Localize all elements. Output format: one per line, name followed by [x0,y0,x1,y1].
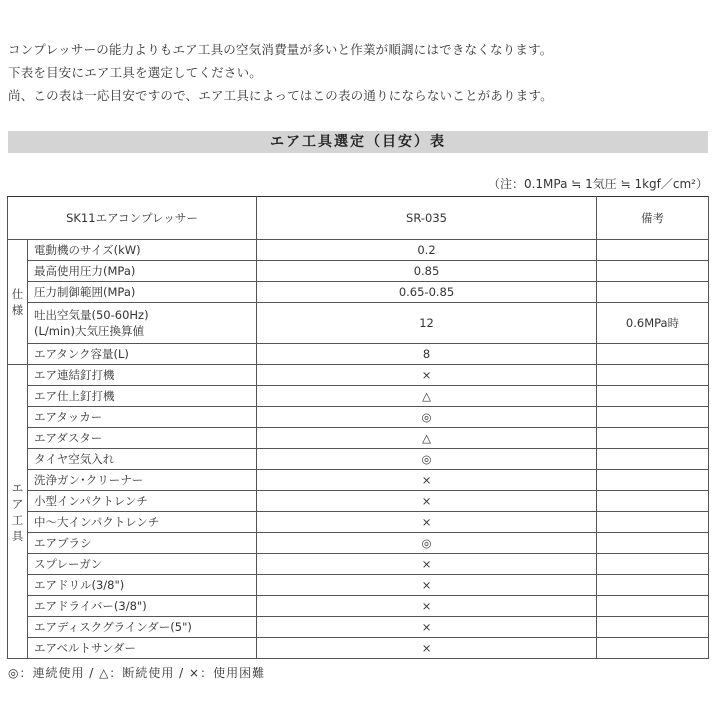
tool-rating: × [257,596,597,617]
header-row [8,197,709,240]
tool-remark [597,575,709,596]
tool-label: 中～大インパクトレンチ [28,512,257,533]
tool-remark [597,428,709,449]
header-remarks: 備考 [597,197,709,240]
tool-label: エアブラシ [28,533,257,554]
tool-remark [597,638,709,659]
tool-row [8,638,709,659]
group-char: エ [11,480,24,495]
group-char: 工 [11,512,24,527]
tool-row [8,449,709,470]
spec-remark [597,282,709,303]
tool-rating: × [257,470,597,491]
spec-remark: 0.6MPa時 [597,303,709,344]
tool-rating: × [257,554,597,575]
tool-group-label [8,365,28,659]
tool-remark [597,533,709,554]
tool-row [8,575,709,596]
tool-row [8,596,709,617]
tool-remark [597,407,709,428]
tool-label: エア仕上釘打機 [28,386,257,407]
tool-label: スプレーガン [28,554,257,575]
spec-row [8,344,709,365]
tool-label: エアドリル(3/8") [28,575,257,596]
spec-group-label [8,240,28,365]
spec-label: 最高使用圧力(MPa) [28,261,257,282]
spec-label [28,303,257,344]
spec-label: エアタンク容量(L) [28,344,257,365]
spec-value: 0.2 [257,240,597,261]
tool-rating: × [257,512,597,533]
tool-rating: × [257,638,597,659]
spec-label-line: (L/min)大気圧換算値 [34,324,144,338]
tool-remark [597,512,709,533]
spec-row [8,240,709,261]
tool-label: エアタッカー [28,407,257,428]
tool-label: エアベルトサンダー [28,638,257,659]
tool-label: 小型インパクトレンチ [28,491,257,512]
tool-remark [597,554,709,575]
tool-row [8,533,709,554]
tool-row [8,491,709,512]
tool-rating: × [257,491,597,512]
tool-row [8,554,709,575]
tool-rating: ◎ [257,449,597,470]
spec-value: 12 [257,303,597,344]
tool-remark [597,470,709,491]
tool-rating: × [257,575,597,596]
intro-line: コンプレッサーの能力よりもエア工具の空気消費量が多いと作業が順調にはできなくなります。 [8,42,553,57]
intro-line: 尚、この表は一応目安ですので、エア工具によってはこの表の通りにならないことがあります。 [8,88,553,103]
legend: ◎：連続使用 / △：断続使用 / ×：使用困難 [8,666,266,680]
spec-row [8,303,709,344]
unit-note: （注：0.1MPa ≒ 1気圧 ≒ 1kgf／cm²） [487,177,708,191]
tool-row [8,428,709,449]
group-char: ア [11,496,24,511]
header-model: SR-035 [257,197,597,240]
tool-row [8,512,709,533]
intro-text [8,38,553,107]
group-char: 仕 [11,287,24,301]
spec-value: 0.65-0.85 [257,282,597,303]
selection-table [7,196,709,659]
tool-row [8,470,709,491]
spec-remark [597,240,709,261]
tool-label: エアダスター [28,428,257,449]
tool-rating: × [257,365,597,386]
tool-rating: △ [257,386,597,407]
spec-label: 電動機のサイズ(kW) [28,240,257,261]
spec-remark [597,261,709,282]
tool-row [8,617,709,638]
spec-row [8,261,709,282]
tool-label: エア連結釘打機 [28,365,257,386]
tool-label: エアディスクグラインダー(5") [28,617,257,638]
spec-row [8,282,709,303]
tool-rating: △ [257,428,597,449]
tool-remark [597,491,709,512]
tool-remark [597,386,709,407]
tool-row [8,365,709,386]
tool-row [8,407,709,428]
tool-rating: ◎ [257,533,597,554]
tool-remark [597,365,709,386]
spec-value: 0.85 [257,261,597,282]
tool-remark [597,617,709,638]
tool-remark [597,449,709,470]
tool-rating: ◎ [257,407,597,428]
tool-label: エアドライバー(3/8") [28,596,257,617]
group-char: 様 [11,303,24,317]
table-title: エア工具選定（目安）表 [8,131,708,153]
tool-label: タイヤ空気入れ [28,449,257,470]
spec-remark [597,344,709,365]
spec-label: 圧力制御範囲(MPa) [28,282,257,303]
spec-value: 8 [257,344,597,365]
header-model-label: SK11エアコンプレッサー [8,197,257,240]
tool-rating: × [257,617,597,638]
tool-row [8,386,709,407]
spec-label-line: 吐出空気量(50-60Hz) [34,308,149,322]
group-char: 具 [11,528,24,543]
tool-label: 洗浄ガン･クリーナー [28,470,257,491]
tool-remark [597,596,709,617]
intro-line: 下表を目安にエア工具を選定してください。 [8,65,263,80]
